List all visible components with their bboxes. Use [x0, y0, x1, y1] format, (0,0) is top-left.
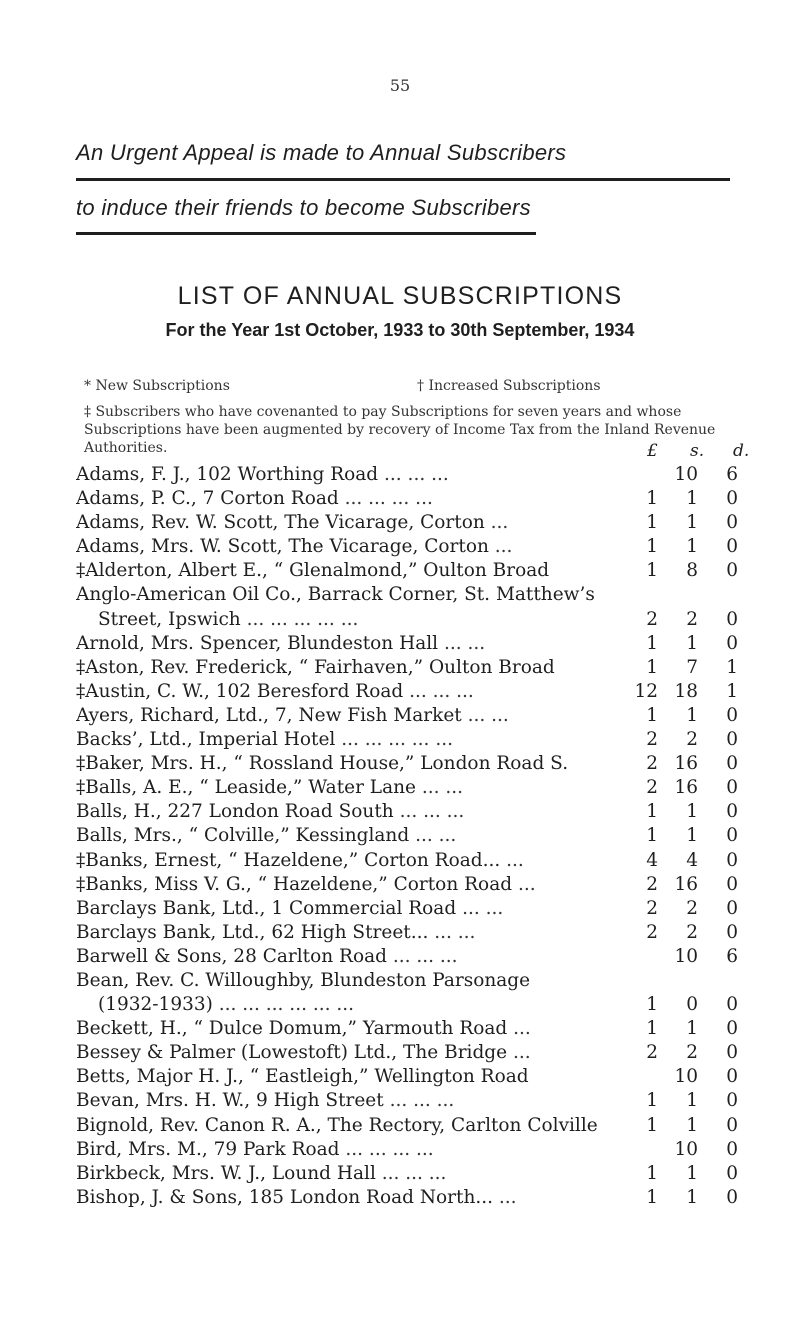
- subscriber-entry: [76, 536, 666, 557]
- amount-pence: 1: [726, 656, 738, 678]
- amount-pounds: 1: [646, 801, 658, 823]
- dot-leaders: ... ...: [456, 897, 504, 919]
- subscriber-name: ‡Banks, Miss V. G., “ Hazeldene,” Corton Road: [76, 873, 513, 895]
- amount-pence: 0: [726, 560, 738, 582]
- subscriber-entry: [76, 1187, 666, 1208]
- subscription-row: [0, 488, 800, 512]
- amount-pence: 0: [726, 536, 738, 558]
- dot-leaders: ...: [512, 873, 536, 895]
- amount-pence: 0: [726, 825, 738, 847]
- subscriber-entry: [76, 464, 666, 485]
- amount-shillings: 16: [674, 873, 698, 895]
- subscriber-name: Bishop, J. & Sons, 185 London Road North...: [76, 1186, 494, 1208]
- dot-leaders: ... ...: [428, 921, 476, 943]
- amount-pence: 0: [726, 921, 738, 943]
- subscription-row: [0, 560, 800, 584]
- amount-pence: 0: [726, 608, 738, 630]
- amount-pounds: 2: [646, 753, 658, 775]
- subscription-row: [0, 1163, 800, 1187]
- dot-leaders: ... ... ... ...: [339, 1138, 434, 1160]
- dot-leaders: ... ...: [415, 777, 464, 799]
- dot-leaders: ...: [507, 1018, 531, 1040]
- amount-pounds: 4: [646, 849, 658, 871]
- amount-shillings: 2: [686, 1042, 698, 1064]
- subscriber-entry: [76, 801, 666, 822]
- dot-leaders: ... ... ... ... ... ...: [212, 994, 354, 1016]
- amount-shillings: 8: [686, 560, 698, 582]
- subscriber-name: Anglo-American Oil Co., Barrack Corner, St. Matthew’s: [76, 584, 595, 606]
- subscriber-name: Bignold, Rev. Canon R. A., The Rectory, Carlton Colville: [76, 1114, 598, 1136]
- dot-leaders: ... ... ... ...: [338, 488, 433, 510]
- amount-shillings: 1: [686, 825, 698, 847]
- subscriber-entry: [76, 970, 666, 991]
- dot-leaders: ...: [488, 536, 513, 558]
- appeal-line-2-text: to induce their friends to become Subscribers: [76, 195, 531, 220]
- page-number: 55: [389, 76, 411, 95]
- dot-leaders: ... ... ... ... ...: [240, 608, 359, 630]
- subscription-row: [0, 609, 800, 633]
- appeal-line-2: [76, 195, 736, 221]
- amount-pounds: 1: [646, 656, 658, 678]
- subscriber-entry: [76, 1163, 666, 1184]
- amount-shillings: 4: [686, 849, 698, 871]
- subscription-row: [0, 536, 800, 560]
- subscription-row: [0, 801, 800, 825]
- appeal-line-1: [76, 140, 736, 166]
- amount-pence: 0: [726, 1066, 738, 1088]
- subscriber-name: ‡Baker, Mrs. H., “ Rossland House,” London Road S.: [76, 753, 569, 775]
- subscription-row: [0, 994, 800, 1018]
- subscriber-name: Adams, P. C., 7 Corton Road: [76, 488, 339, 510]
- subscription-row: [0, 1042, 800, 1066]
- subscriber-name: ‡Balls, A. E., “ Leaside,” Water Lane: [76, 777, 416, 799]
- subscriber-name: ‡Austin, C. W., 102 Beresford Road: [76, 680, 404, 702]
- subscriber-name: Bevan, Mrs. H. W., 9 High Street: [76, 1090, 384, 1112]
- amount-pounds: 1: [646, 994, 658, 1016]
- appeal-underline-2: [76, 232, 536, 235]
- amount-shillings: 10: [674, 464, 698, 485]
- amount-pounds: 1: [646, 560, 658, 582]
- amount-shillings: 1: [686, 1114, 698, 1136]
- dot-leaders: ... ... ...: [403, 680, 474, 702]
- amount-pence: 0: [726, 1162, 738, 1184]
- subscriber-name: Betts, Major H. J., “ Eastleigh,” Wellington Road: [76, 1066, 529, 1088]
- subscription-row: [0, 464, 800, 488]
- amount-pounds: 1: [646, 1114, 658, 1136]
- amount-pounds: 1: [646, 1018, 658, 1040]
- amount-pounds: 1: [646, 536, 658, 558]
- column-header-pence: d.: [733, 441, 750, 461]
- subscriber-entry: [76, 1115, 666, 1136]
- appeal-line-1-text: An Urgent Appeal is made to Annual Subscribers: [76, 140, 567, 165]
- amount-pounds: 1: [646, 1186, 658, 1208]
- dot-leaders: ... ...: [461, 704, 509, 726]
- amount-shillings: 1: [686, 801, 698, 823]
- amount-shillings: 2: [686, 921, 698, 943]
- subscriber-entry: [76, 584, 666, 605]
- dot-leaders: ... ... ...: [383, 1090, 455, 1112]
- amount-pence: 0: [726, 632, 738, 654]
- subscriber-entry: [76, 946, 666, 967]
- subscriber-entry: [98, 609, 688, 630]
- dot-leaders: ... ... ... ... ...: [335, 729, 453, 751]
- amount-pence: 0: [726, 488, 738, 510]
- amount-pounds: 1: [646, 825, 658, 847]
- subscriber-name: Arnold, Mrs. Spencer, Blundeston Hall: [76, 632, 439, 654]
- subscriber-entry: [76, 922, 666, 943]
- amount-pence: 1: [726, 680, 738, 702]
- subscriber-entry: [76, 898, 666, 919]
- list-title: LIST OF ANNUAL SUBSCRIPTIONS: [177, 282, 623, 310]
- subscriber-entry: [76, 729, 666, 750]
- amount-pounds: 1: [646, 632, 658, 654]
- subscriber-name: Street, Ipswich: [98, 608, 241, 630]
- subscription-row: [0, 1187, 800, 1211]
- dot-leaders: ... ... ...: [375, 1162, 447, 1184]
- legend-new: * New Subscriptions: [84, 378, 230, 394]
- dot-leaders: ... ...: [438, 632, 486, 654]
- dot-leaders: ... ... ...: [386, 945, 458, 967]
- subscription-list: [0, 464, 800, 1211]
- subscriber-name: Beckett, H., “ Dulce Domum,” Yarmouth Road: [76, 1018, 508, 1040]
- subscriber-name: Ayers, Richard, Ltd., 7, New Fish Market: [76, 704, 462, 726]
- subscriber-name: Barclays Bank, Ltd., 1 Commercial Road: [76, 897, 457, 919]
- subscriber-entry: [76, 1139, 666, 1160]
- subscriber-entry: [76, 1018, 666, 1039]
- legend-increased: † Increased Subscriptions: [417, 378, 601, 394]
- dot-leaders: ... ... ...: [393, 801, 465, 823]
- subscription-row: [0, 874, 800, 898]
- amount-shillings: 16: [674, 777, 698, 799]
- subscription-row: [0, 1066, 800, 1090]
- subscriber-entry: [76, 1066, 666, 1087]
- subscription-row: [0, 850, 800, 874]
- subscription-row: [0, 898, 800, 922]
- subscriber-name: Birkbeck, Mrs. W. J., Lound Hall: [76, 1162, 376, 1184]
- amount-pence: 0: [726, 1042, 738, 1064]
- list-subtitle: For the Year 1st October, 1933 to 30th September, 1934: [165, 320, 635, 340]
- amount-pence: 0: [726, 1114, 738, 1136]
- amount-shillings: 2: [686, 729, 698, 751]
- amount-pence: 0: [726, 897, 738, 919]
- amount-pounds: 2: [646, 921, 658, 943]
- amount-shillings: 1: [686, 488, 698, 510]
- dot-leaders: ...: [507, 1042, 531, 1064]
- subscriber-name: Barclays Bank, Ltd., 62 High Street...: [76, 921, 429, 943]
- subscriber-name: Adams, Mrs. W. Scott, The Vicarage, Corton: [76, 536, 489, 558]
- subscription-row: [0, 825, 800, 849]
- subscriber-entry: [76, 1090, 666, 1111]
- subscription-row: [0, 922, 800, 946]
- amount-pence: 0: [726, 994, 738, 1016]
- amount-pence: 0: [726, 729, 738, 751]
- amount-pence: 0: [726, 1186, 738, 1208]
- subscriber-entry: [76, 681, 666, 702]
- amount-pence: 0: [726, 1090, 738, 1112]
- subscriber-name: Bird, Mrs. M., 79 Park Road: [76, 1138, 340, 1160]
- amount-shillings: 10: [674, 1066, 698, 1088]
- subscriber-entry: [76, 825, 666, 846]
- amount-pence: 0: [726, 849, 738, 871]
- amount-pence: 0: [726, 873, 738, 895]
- subscription-row: [0, 705, 800, 729]
- appeal-underline-1: [76, 178, 730, 181]
- subscription-row: [0, 753, 800, 777]
- subscriber-entry: [76, 850, 666, 871]
- amount-shillings: 0: [686, 994, 698, 1016]
- amount-pounds: 1: [646, 704, 658, 726]
- subscriber-name: Barwell & Sons, 28 Carlton Road: [76, 945, 387, 967]
- amount-pounds: 2: [646, 777, 658, 799]
- amount-pounds: 1: [646, 512, 658, 534]
- amount-pounds: 2: [646, 608, 658, 630]
- subscriber-name: ‡Alderton, Albert E., “ Glenalmond,” Oulton Broad: [76, 560, 550, 582]
- subscriber-name: Adams, Rev. W. Scott, The Vicarage, Corton: [76, 512, 485, 534]
- column-header-pounds: £: [647, 441, 658, 461]
- subscriber-name: Balls, H., 227 London Road South: [76, 801, 394, 823]
- subscription-row: [0, 657, 800, 681]
- subscriber-name: Bean, Rev. C. Willoughby, Blundeston Parsonage: [76, 969, 531, 991]
- amount-pounds: 2: [646, 873, 658, 895]
- subscription-row: [0, 633, 800, 657]
- subscription-row: [0, 1090, 800, 1114]
- subscriber-entry: [98, 994, 688, 1015]
- amount-pounds: 2: [646, 1042, 658, 1064]
- amount-pence: 0: [726, 753, 738, 775]
- dot-leaders: ... ... ...: [378, 464, 449, 485]
- subscriber-name: Bessey & Palmer (Lowestoft) Ltd., The Bridge: [76, 1042, 508, 1064]
- subscriber-entry: [76, 633, 666, 654]
- subscriber-name: Adams, F. J., 102 Worthing Road: [76, 464, 379, 485]
- subscription-row: [0, 584, 800, 608]
- subscriber-name: Balls, Mrs., “ Colville,” Kessingland: [76, 825, 410, 847]
- subscriber-entry: [76, 1042, 666, 1063]
- dot-leaders: ... ...: [409, 825, 457, 847]
- amount-shillings: 1: [686, 1162, 698, 1184]
- amount-pence: 0: [726, 1138, 738, 1160]
- subscription-row: [0, 512, 800, 536]
- amount-shillings: 18: [674, 680, 698, 702]
- column-header-shillings: s.: [690, 441, 705, 461]
- amount-pence: 0: [726, 801, 738, 823]
- legend-covenanted: ‡ Subscribers who have covenanted to pay Subscriptions for seven years and whose Subscriptions have been augmented by recovery of Income Tax from the Inland Revenue Authorities.: [84, 404, 716, 456]
- amount-pence: 0: [726, 704, 738, 726]
- amount-shillings: 7: [686, 656, 698, 678]
- subscriber-name: Backs’, Ltd., Imperial Hotel: [76, 729, 336, 751]
- subscriber-entry: [76, 753, 666, 774]
- subscriber-name: ‡Aston, Rev. Frederick, “ Fairhaven,” Oulton Broad: [76, 656, 555, 678]
- dot-leaders: ...: [493, 1186, 517, 1208]
- amount-shillings: 2: [686, 608, 698, 630]
- amount-shillings: 10: [674, 1138, 698, 1160]
- amount-pounds: 12: [634, 680, 658, 702]
- amount-pence: 0: [726, 1018, 738, 1040]
- amount-shillings: 10: [674, 945, 698, 967]
- amount-shillings: 1: [686, 1018, 698, 1040]
- amount-shillings: 16: [674, 753, 698, 775]
- subscription-row: [0, 729, 800, 753]
- subscription-row: [0, 1018, 800, 1042]
- subscriber-name: (1932-1933): [98, 994, 213, 1016]
- amount-pence: 0: [726, 512, 738, 534]
- amount-shillings: 1: [686, 1090, 698, 1112]
- dot-leaders: ...: [500, 849, 524, 871]
- subscriber-entry: [76, 488, 666, 509]
- subscription-row: [0, 1139, 800, 1163]
- amount-shillings: 1: [686, 1186, 698, 1208]
- amount-pounds: 1: [646, 488, 658, 510]
- amount-pounds: 1: [646, 1090, 658, 1112]
- subscriber-name: ‡Banks, Ernest, “ Hazeldene,” Corton Road...: [76, 849, 501, 871]
- subscriber-entry: [76, 874, 666, 895]
- amount-pounds: 2: [646, 729, 658, 751]
- amount-shillings: 1: [686, 704, 698, 726]
- amount-pence: 0: [726, 777, 738, 799]
- amount-shillings: 2: [686, 897, 698, 919]
- amount-shillings: 1: [686, 536, 698, 558]
- amount-shillings: 1: [686, 512, 698, 534]
- subscriber-entry: [76, 777, 666, 798]
- subscriber-entry: [76, 705, 666, 726]
- subscriber-entry: [76, 657, 666, 678]
- amount-pence: 6: [726, 464, 738, 485]
- subscription-row: [0, 681, 800, 705]
- subscription-row: [0, 777, 800, 801]
- amount-pounds: 1: [646, 1162, 658, 1184]
- subscriber-entry: [76, 560, 666, 581]
- amount-pounds: 2: [646, 897, 658, 919]
- amount-pence: 6: [726, 945, 738, 967]
- subscriber-entry: [76, 512, 666, 533]
- subscription-row: [0, 970, 800, 994]
- subscription-row: [0, 946, 800, 970]
- amount-shillings: 1: [686, 632, 698, 654]
- subscription-row: [0, 1115, 800, 1139]
- dot-leaders: ...: [484, 512, 509, 534]
